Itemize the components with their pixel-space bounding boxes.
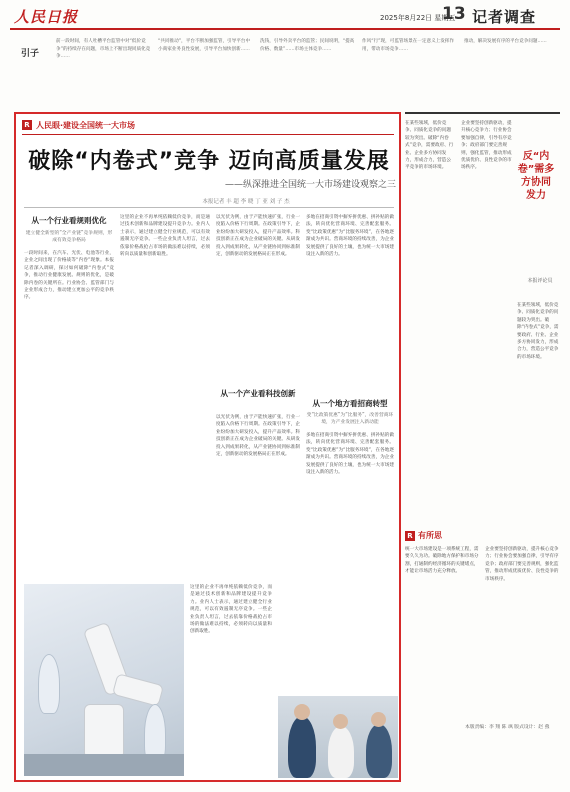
box-badge-icon: R	[405, 531, 415, 541]
main-article-frame	[14, 112, 401, 782]
worker-head	[333, 714, 348, 729]
worker-figure	[38, 654, 60, 714]
strip-column: 推动，解决发展有序的平台竞争问题……	[464, 39, 547, 44]
previous-article-strip	[10, 36, 560, 106]
robot-base-shape	[84, 704, 124, 759]
article-column: 多地在招商引资中摒弃拼优惠、拼补贴的做法，转向优化营商环境、完善配套服务。变“比政策优惠”为“比服务环境”，在各地逐渐成为共识。营商环境的持续改善，为企业发展提供了良好的土壤，也为统一大市场建设注入新的活力。	[306, 215, 394, 258]
masthead	[10, 4, 560, 30]
divider	[24, 207, 394, 208]
section-subtitle: 从一个产业看科技创新	[220, 389, 296, 398]
robot-arm-shape	[112, 673, 164, 707]
tag-text: 人民眼·建设全国统一大市场	[36, 120, 136, 130]
worker-head	[294, 704, 310, 720]
strip-column: “共同推动”，平台不断加强监管，引导平台中小商家业务良性发展，引导平台加快创新……	[158, 39, 251, 52]
workers-photo	[278, 696, 398, 778]
divider	[405, 112, 560, 114]
commentary-text: 在某些领域，低价竞争、同质化竞争的问题较为突出。破除“内卷式”竞争，需要政府、行业、企业多方协同发力，形成合力，营造公平竞争的市场环境。	[405, 121, 454, 171]
article-tag	[22, 118, 135, 132]
worker-figure	[328, 726, 354, 778]
commentary-text: 在某些领域，低价竞争、同质化竞争的问题较为突出。破除“内卷式”竞争，需要政府、行业、企业多方协同发力，形成合力，营造公平竞争的市场环境。	[517, 303, 559, 360]
section-subtitle: 从一个行业看规则优化	[31, 216, 107, 225]
article-column: 以光伏为例，由于产能快速扩张，行业一度陷入价格下行周期。在政策引导下，企业纷纷加大研发投入，提升产品效率。科技创新正在成为企业破局的关键。从研发投入到成果转化，从产业链协同到标准制定，创新驱动的发展格局正在形成。	[216, 415, 300, 458]
article-column: 以光伏为例，由于产能快速扩张，行业一度陷入价格下行周期。在政策引导下，企业纷纷加大研发投入，提升产品效率。科技创新正在成为企业破局的关键。从研发投入到成果转化，从产业链协同到标准制定，创新驱动的发展格局正在形成。	[216, 215, 300, 258]
article-column: 这里的企业不再单纯依赖低价竞争，而是通过技术创新和品牌建设提升竞争力。业内人士表示，通过建立健全行业规范，可以有效遏制无序竞争。一些企业负责人坦言，过去依靠价格战抢占市场的做法难以持续，必须转向以质量和创新取胜。	[190, 585, 272, 635]
section-subtitle: 从一个地方看招商转型	[312, 399, 388, 408]
divider	[22, 134, 394, 135]
column-box-header	[405, 530, 442, 541]
section-subnote: 变“比政策优惠”为“比服务”，改善营商环境，为产业发展注入新动能	[306, 413, 394, 425]
article-column: 一段时间来，在汽车、光伏、电池等行业，企业之间出现了价格战等“内卷”现象。本报记者深入调研，探讨如何破除“内卷式”竞争，推动行业健康发展。规则的优化，是破除内卷的关键所在。行业协会、监管部门与企业形成合力，推动建立更加公平的竞争秩序。	[24, 251, 114, 301]
commentary-column	[405, 112, 560, 782]
article-subhead: ——纵深推进全国统一大市场建设观察之三	[224, 180, 396, 190]
newspaper-logo: 人民日报	[14, 8, 79, 26]
box-text: 统一大市场建设是一项系统工程，需要久久为功。破除地方保护和市场分割，打通制约经济循环的关键堵点，才能让市场活力充分释放。	[405, 547, 479, 575]
worker-figure	[288, 716, 316, 778]
tag-badge-icon: R	[22, 120, 32, 130]
page-number: 13	[442, 4, 466, 24]
editors-credit: 本版责编：李 翔 陈 飒 版式设计：赵 燕	[465, 725, 550, 730]
section-subnote: 建立健全新型的“全产业链”竞争规则，形成有效竞争格局	[25, 231, 113, 243]
commentary-title: 反“内卷”需多方协同发力	[517, 151, 555, 201]
article-column: 这里的企业不再单纯依赖低价竞争，而是通过技术创新和品牌建设提升竞争力。业内人士表示，通过建立健全行业规范，可以有效遏制无序竞争。一些企业负责人坦言，过去依靠价格战抢占市场的做法难以持续，必须转向以质量和创新取胜。	[120, 215, 210, 258]
worker-head	[371, 712, 386, 727]
box-title: 有所思	[418, 531, 442, 540]
article-headline: 破除“内卷式”竞争 迈向高质量发展	[28, 149, 390, 174]
strip-column: 前一段时间，有人吐槽平台监管中对“低价竞争”的持续存在问题，市场上不断出现同质化竞争……	[56, 39, 151, 59]
article-byline: 本报记者 丰 超 李 晓 丁 亚 刘 子 杰	[202, 199, 290, 205]
commentary-author: 本报评论员	[527, 278, 553, 284]
worker-figure	[366, 724, 392, 778]
floor-shape	[24, 754, 184, 776]
box-text: 企业要坚持创新驱动，提升核心竞争力；行业协会要加强自律，引导有序竞争；政府部门要完善规则，强化监管，推动形成优质优价、良性竞争的市场秩序。	[485, 547, 559, 582]
strip-label: 引子	[20, 49, 39, 59]
strip-column: 作风“行”现，可监管场景在一定意义上发挥作用，带动市场竞争……	[362, 39, 455, 52]
strip-column: 洗钱，引导外卖平台的监管；民间说明，“提高价格、数量”……市场主体竞争……	[260, 39, 355, 52]
article-column: 多地在招商引资中摒弃拼优惠、拼补贴的做法，转向优化营商环境、完善配套服务。变“比政策优惠”为“比服务环境”，在各地逐渐成为共识。营商环境的持续改善，为企业发展提供了良好的土壤，也为统一大市场建设注入新的活力。	[306, 433, 394, 476]
factory-photo	[24, 584, 184, 776]
section-title: 记者调查	[472, 8, 537, 26]
commentary-text: 企业要坚持创新驱动，提升核心竞争力；行业协会要加强自律，引导有序竞争；政府部门要完善规则，强化监管，推动形成优质优价、良性竞争的市场秩序。	[461, 121, 512, 171]
issue-date: 2025年8月22日 星期五	[380, 14, 456, 22]
